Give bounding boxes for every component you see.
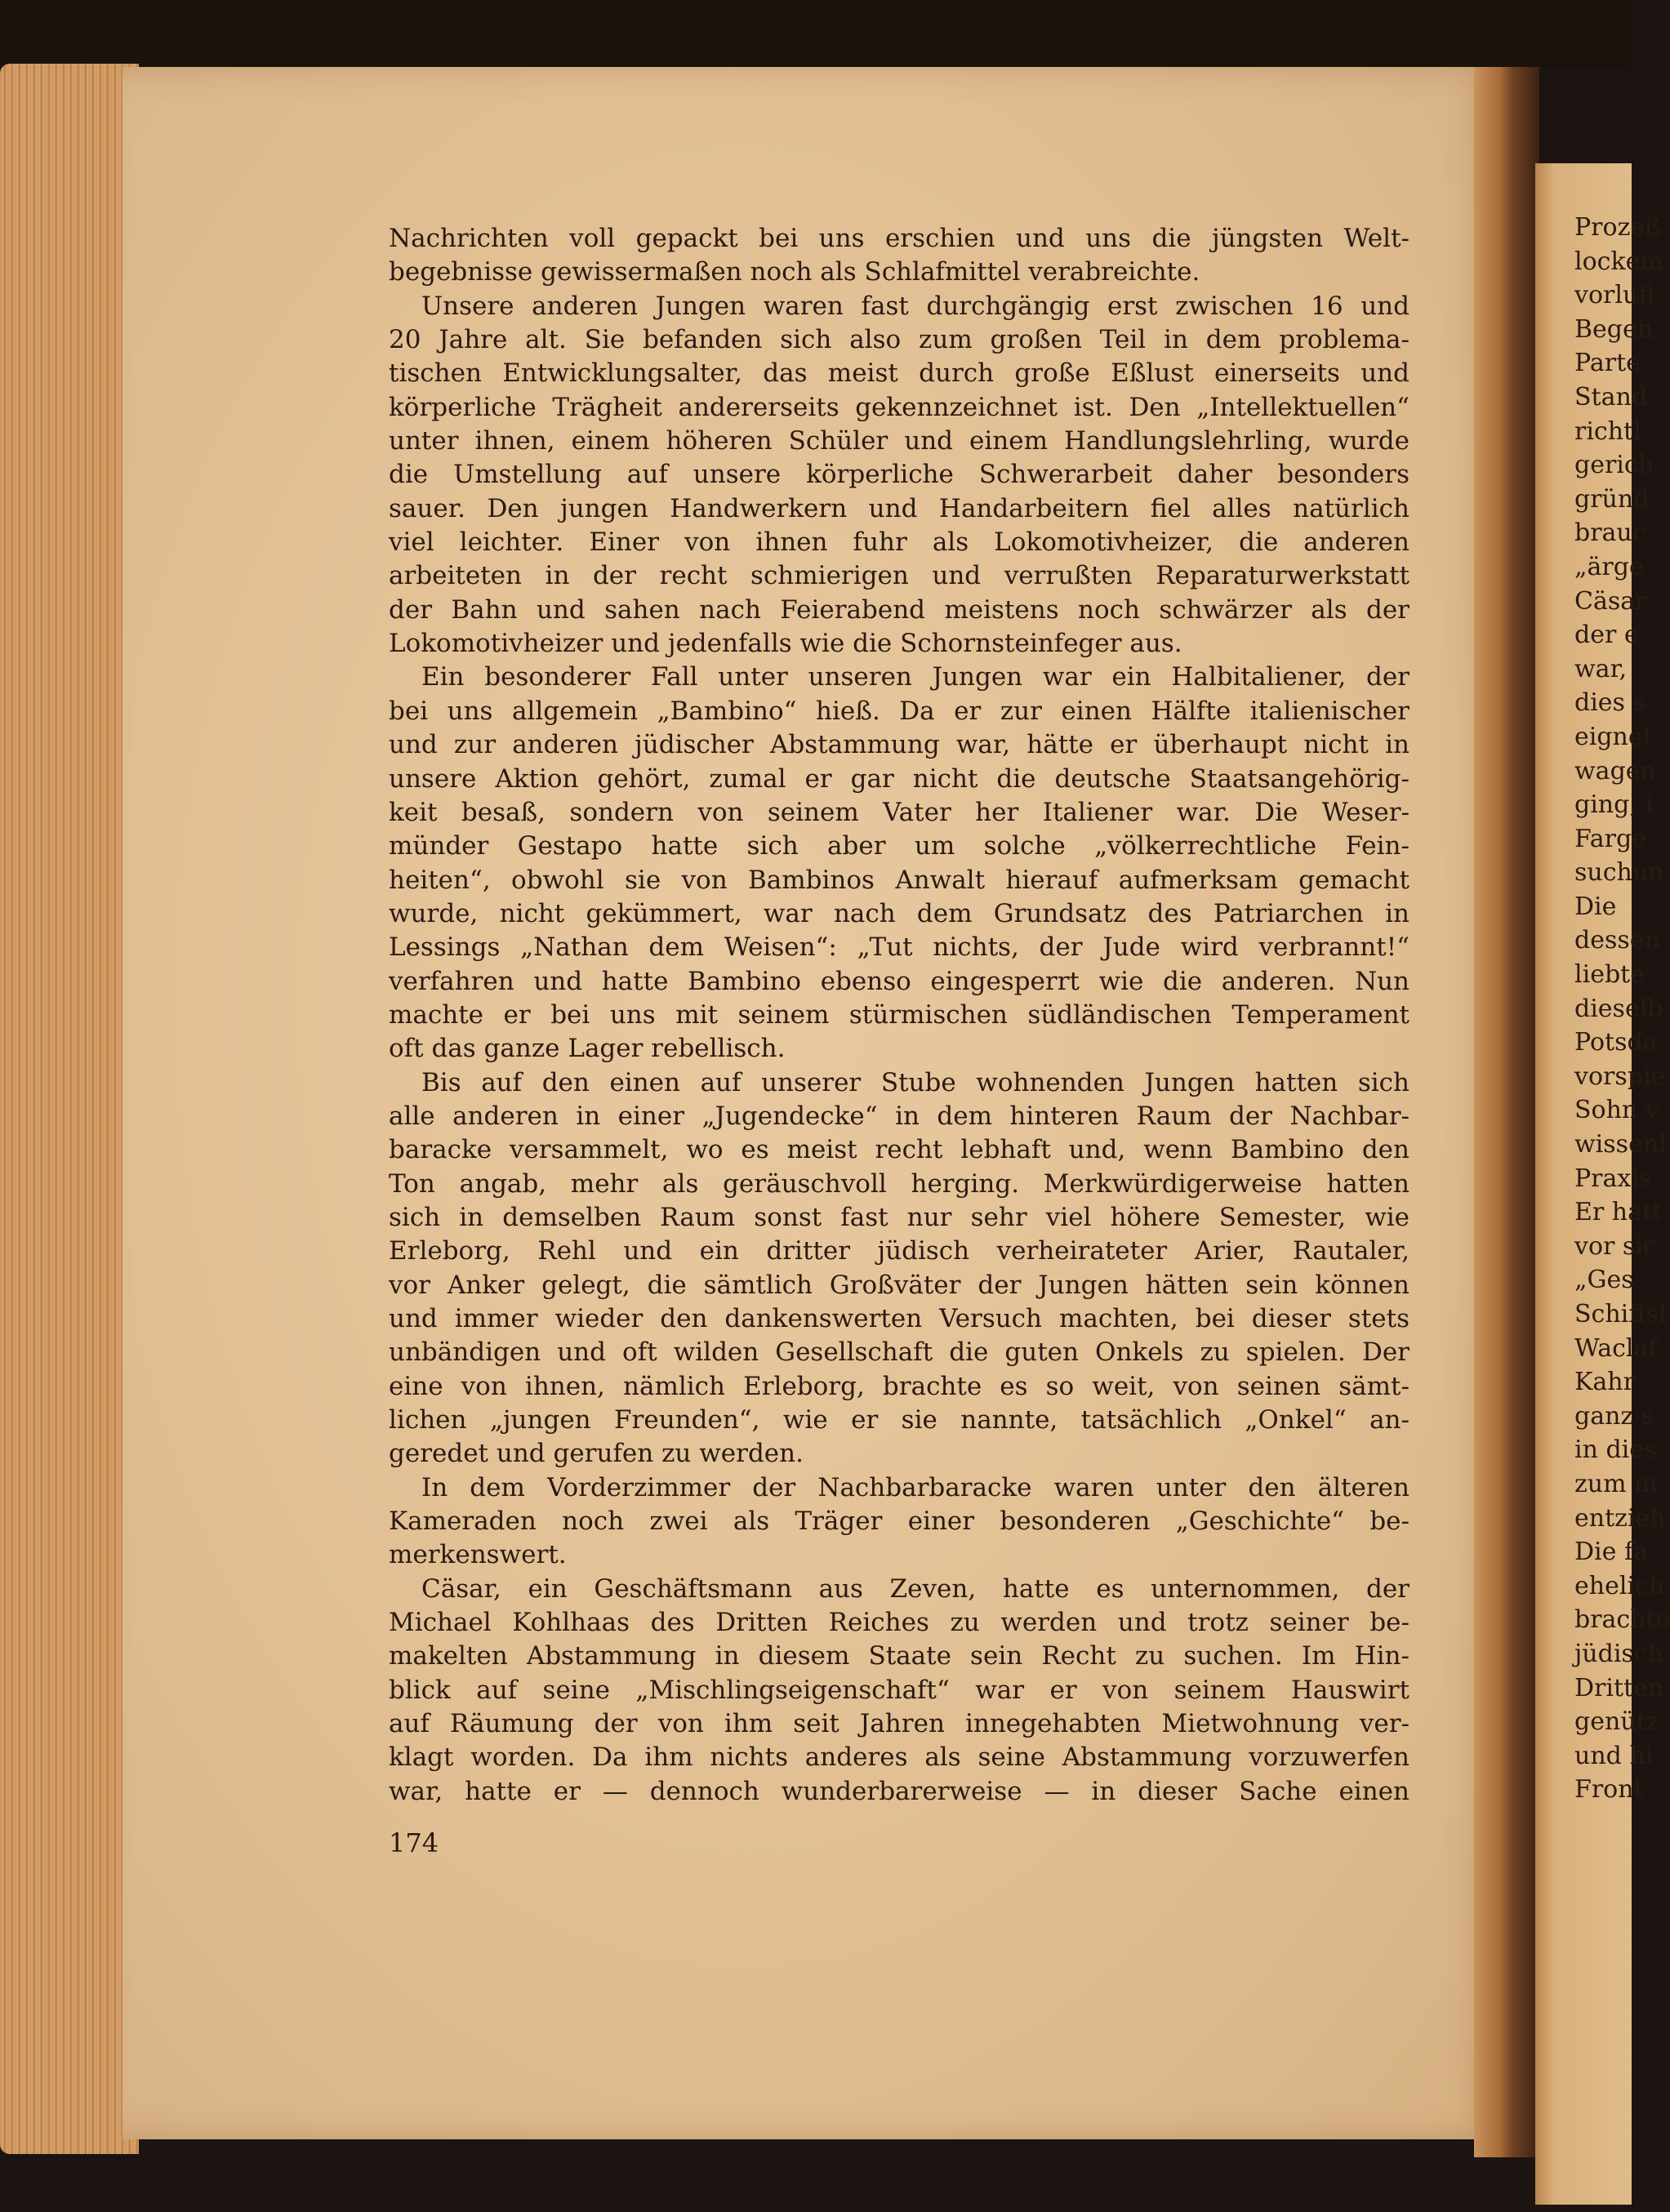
- facing-page-line: zum m: [1574, 1469, 1658, 1498]
- text-line: begebnisse gewissermaßen noch als Schlafmittel verabreichte.: [389, 257, 1200, 287]
- text-line: unter ihnen, einem höheren Schüler und einem Handlungslehrling, wurde: [389, 426, 1409, 456]
- facing-page-line: Front: [1574, 1775, 1644, 1805]
- page-edge-stack: [0, 64, 139, 2154]
- text-line: alle anderen in einer „Jugendecke“ in dem hinteren Raum der Nachbar-: [389, 1101, 1409, 1131]
- text-line: heiten“, obwohl sie von Bambinos Anwalt hierauf aufmerksam gemacht: [389, 865, 1409, 895]
- text-line: der Bahn und sahen nach Feierabend meistens noch schwärzer als der: [389, 594, 1409, 625]
- text-line: auf Räumung der von ihm seit Jahren innegehabten Mietwohnung ver-: [389, 1709, 1409, 1739]
- facing-page-line: Waclaf: [1574, 1333, 1658, 1363]
- facing-page-line: Dritten: [1574, 1673, 1664, 1702]
- text-line: Lokomotivheizer und jedenfalls wie die Schornsteinfeger aus.: [389, 629, 1182, 659]
- text-line: blick auf seine „Mischlingseigenschaft“ war er von seinem Hauswirt: [389, 1675, 1409, 1705]
- text-line: In dem Vorderzimmer der Nachbarbaracke waren unter den älteren: [421, 1472, 1409, 1502]
- text-line: sich in demselben Raum sonst fast nur sehr viel höhere Semester, wie: [389, 1202, 1409, 1232]
- facing-page-line: Schiffsl: [1574, 1300, 1667, 1329]
- facing-page-line: Die fa: [1574, 1538, 1648, 1567]
- facing-page-line: dieselb: [1574, 994, 1663, 1023]
- text-line: Ton angab, mehr als geräuschvoll herging. Merkwürdigerweise hatten: [389, 1168, 1409, 1199]
- facing-page-line: vor sic: [1574, 1231, 1657, 1261]
- text-line: keit besaß, sondern von seinem Vater her Italiener war. Die Weser-: [389, 797, 1409, 827]
- facing-page-line: Parte: [1574, 349, 1641, 378]
- facing-page-line: wissenl: [1574, 1130, 1667, 1159]
- facing-page-line: vorlufi: [1574, 281, 1655, 310]
- text-line: Michael Kohlhaas des Dritten Reiches zu werden und trotz seiner be-: [389, 1608, 1409, 1638]
- facing-page-line: vorspie: [1574, 1061, 1666, 1091]
- text-line: und zur anderen jüdischer Abstammung war, hätte er überhaupt nicht in: [389, 730, 1409, 760]
- facing-page-line: liebte: [1574, 960, 1645, 990]
- facing-page-line: dies s: [1574, 688, 1646, 718]
- text-line: tischen Entwicklungsalter, das meist durch große Eßlust einerseits und: [389, 358, 1409, 389]
- background-shadow: [0, 0, 1632, 67]
- text-line: baracke versammelt, wo es meist recht lebhaft und, wenn Bambino den: [389, 1135, 1409, 1165]
- facing-page-line: in dies: [1574, 1435, 1657, 1465]
- text-line: unsere Aktion gehört, zumal er gar nicht die deutsche Staatsangehörig-: [389, 763, 1409, 794]
- facing-page-line: Stand: [1574, 382, 1648, 412]
- text-line: war, hatte er — dennoch wunderbarerweise — in dieser Sache einen: [389, 1776, 1409, 1806]
- text-line: Cäsar, ein Geschäftsmann aus Zeven, hatte es unternommen, der: [421, 1573, 1409, 1604]
- facing-page-line: richtl: [1574, 416, 1641, 446]
- text-line: die Umstellung auf unsere körperliche Schwerarbeit daher besonders: [389, 460, 1409, 490]
- text-line: körperliche Trägheit andererseits gekennzeichnet ist. Den „Intellektuellen“: [389, 392, 1409, 422]
- facing-page-line: Potsda: [1574, 1028, 1658, 1057]
- facing-page-line: Cäsar: [1574, 586, 1647, 616]
- text-line: bei uns allgemein „Bambino“ hieß. Da er zur einen Hälfte italienischer: [389, 696, 1409, 726]
- text-line: makelten Abstammung in diesem Staate sein Recht zu suchen. Im Hin-: [389, 1641, 1409, 1671]
- text-line: Nachrichten voll gepackt bei uns erschien und uns die jüngsten Welt-: [389, 224, 1409, 253]
- text-line: geredet und gerufen zu werden.: [389, 1439, 804, 1469]
- facing-page-line: Begeh: [1574, 314, 1654, 344]
- text-line: unbändigen und oft wilden Gesellschaft die guten Onkels zu spielen. Der: [389, 1337, 1409, 1368]
- text-line: lichen „jungen Freunden“, wie er sie nannte, tatsächlich „Onkel“ an-: [389, 1405, 1409, 1435]
- text-line: 20 Jahre alt. Sie befanden sich also zum großen Teil in dem problema-: [389, 325, 1409, 355]
- text-line: Erleborg, Rehl und ein dritter jüdisch verheirateter Arier, Rautaler,: [389, 1236, 1409, 1266]
- facing-page-line: Die: [1574, 892, 1617, 921]
- text-line: vor Anker gelegt, die sämtlich Großväter der Jungen hätten sein können: [389, 1270, 1409, 1300]
- text-line: Bis auf den einen auf unserer Stube wohnenden Jungen hatten sich: [421, 1067, 1409, 1097]
- text-line: Lessings „Nathan dem Weisen“: „Tut nichts, der Jude wird verbrannt!“: [389, 932, 1409, 963]
- body-text: [389, 222, 1409, 1809]
- facing-page-line: Er hatt: [1574, 1198, 1663, 1227]
- facing-page-line: Prozeß: [1574, 213, 1662, 242]
- text-line: arbeiteten in der recht schmierigen und verrußten Reparaturwerkstatt: [389, 561, 1409, 591]
- book-gutter: [1474, 67, 1539, 2157]
- text-line: Kameraden noch zwei als Träger einer besonderen „Geschichte“ be-: [389, 1507, 1409, 1537]
- text-line: oft das ganze Lager rebellisch.: [389, 1034, 786, 1064]
- text-line: Unsere anderen Jungen waren fast durchgängig erst zwischen 16 und: [421, 291, 1409, 321]
- facing-page-line: gründ: [1574, 484, 1650, 514]
- facing-page-line: brachte: [1574, 1605, 1670, 1635]
- facing-page-line: war,: [1574, 654, 1628, 683]
- text-line: sauer. Den jungen Handwerkern und Handarbeitern fiel alles natürlich: [389, 493, 1409, 523]
- facing-page-line: ganz s: [1574, 1401, 1654, 1431]
- text-line: münder Gestapo hatte sich aber um solche „völkerrechtliche Fein-: [389, 831, 1409, 861]
- facing-page-line: lockem: [1574, 247, 1663, 276]
- page-number: 174: [389, 1827, 439, 1858]
- facing-page-line: eignet: [1574, 722, 1653, 751]
- facing-page-line: Praxis: [1574, 1164, 1652, 1193]
- facing-page-line: brauc: [1574, 519, 1646, 548]
- text-line: machte er bei uns mit seinem stürmischen südländischen Temperament: [389, 999, 1409, 1030]
- facing-page-line: „ärge: [1574, 552, 1644, 581]
- facing-page-text: [1574, 211, 1670, 1807]
- facing-page-line: gerich: [1574, 451, 1654, 480]
- facing-page-line: der e: [1574, 621, 1639, 650]
- facing-page-line: ehelich: [1574, 1571, 1665, 1600]
- text-line: eine von ihnen, nämlich Erleborg, brachte es so weit, von seinen sämt-: [389, 1371, 1409, 1401]
- facing-page-line: dessen: [1574, 926, 1660, 955]
- facing-page-line: „Ges: [1574, 1266, 1634, 1295]
- text-line: und immer wieder den dankenswerten Versuch machten, bei dieser stets: [389, 1304, 1409, 1333]
- facing-page-line: wagen: [1574, 756, 1656, 786]
- facing-page-line: ging, i: [1574, 790, 1653, 820]
- facing-page-line: genütz: [1574, 1707, 1659, 1737]
- text-line: verfahren und hatte Bambino ebenso eingesperrt wie die anderen. Nun: [389, 966, 1409, 996]
- text-line: Ein besonderer Fall unter unseren Jungen war ein Halbitaliener, der: [421, 662, 1409, 692]
- facing-page-line: Farge: [1574, 824, 1646, 853]
- text-line: klagt worden. Da ihm nichts anderes als seine Abstammung vorzuwerfen: [389, 1742, 1409, 1773]
- facing-page-line: und hi: [1574, 1741, 1654, 1770]
- text-line: merkenswert.: [389, 1540, 567, 1570]
- facing-page-line: jüdisch: [1574, 1639, 1663, 1668]
- facing-page-line: Kahr: [1574, 1368, 1635, 1397]
- text-line: viel leichter. Einer von ihnen fuhr als Lokomotivheizer, die anderen: [389, 527, 1409, 558]
- facing-page-line: entzieh: [1574, 1503, 1666, 1533]
- facing-page-line: Sohn v: [1574, 1096, 1659, 1125]
- facing-page-line: suchun: [1574, 858, 1664, 888]
- text-line: wurde, nicht gekümmert, war nach dem Grundsatz des Patriarchen in: [389, 898, 1409, 928]
